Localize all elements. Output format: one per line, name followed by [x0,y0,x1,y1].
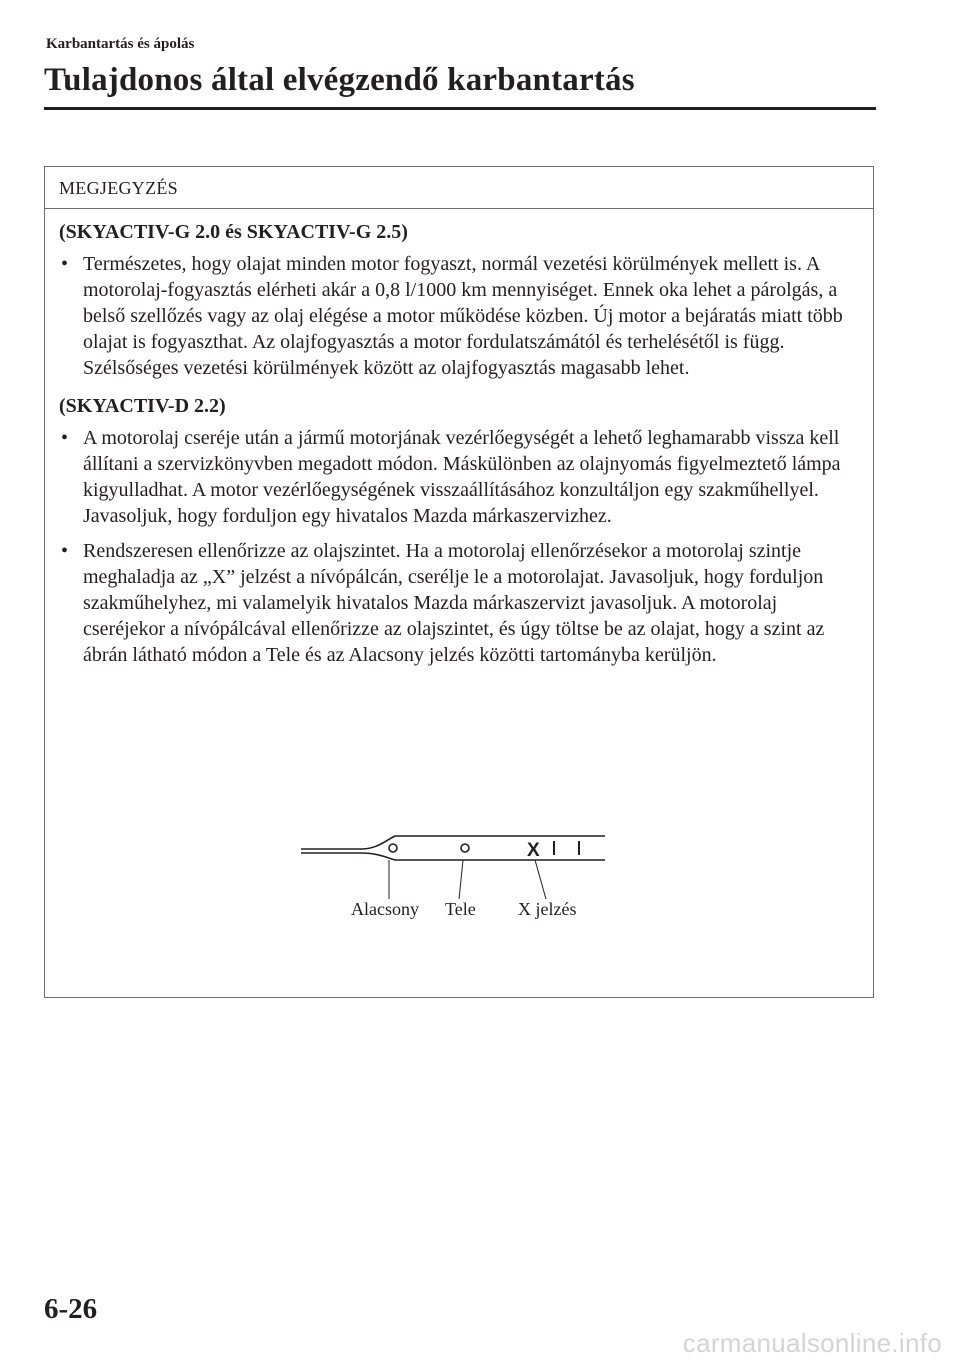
dipstick-outline [301,836,605,860]
x-mark-label: X jelzés [518,899,577,919]
bullet-text: Rendszeresen ellenőrizze az olajszintet. Ha a motorolaj ellenőrzésekor a motorolaj szintje meghaladja az „X” jelzést a nívópálcán, cserélje le a motorolajat. Javasoljuk, hogy forduljon szakműhelyhez, mi valamelyik hivatalos Mazda márkaszervizt javasoljuk. A motorolaj cseréjekor a nívópálcával ellenőrizze az olajszintet, és úgy töltse be az olajat, hogy a szint az ábrán látható módon a Tele és az Alacsony jelzés közötti tartományba kerüljön. [83,540,825,666]
low-mark [389,844,397,852]
full-label: Tele [445,899,476,919]
x-leader [535,860,546,899]
low-label: Alacsony [351,899,419,919]
chapter-title: Tulajdonos által elvégzendő karbantartás [44,62,635,98]
full-mark [461,844,469,852]
list-item [59,251,859,381]
page-number: 6-26 [44,1293,98,1325]
note-body [45,209,873,668]
watermark: carmanualsonline.info [682,1328,942,1358]
bullet-text: Természetes, hogy olajat minden motor fogyaszt, normál vezetési körülmények mellett is. A motorolaj-fogyasztás elérheti akár a 0,8 l/1000 km mennyiséget. Ennek oka lehet a párolgás, a belső szellőzés vagy az olaj elégése a motor működése közben. Új motor a bejáratás miatt több olajat is fogyaszthat. Az olajfogyasztás a motor fordulatszámától és terhelésétől is függ. Szélsőséges vezetési körülmények között az olajfogyasztás magasabb lehet. [83,253,843,379]
full-leader [459,860,463,899]
list-item [59,538,859,668]
bullet-text: A motorolaj cseréje után a jármű motorjának vezérlőegységét a lehető leghamarabb vissza kell állítani a szervizkönyvben megadott módon. Máskülönben az olajnyomás figyelmeztető lámpa kigyulladhat. A motor vezérlőegységének visszaállításához konzultáljon egy szakműhellyel. Javasoljuk, hogy forduljon egy hivatalos Mazda márkaszervizhez. [83,427,841,527]
x-mark: X [527,840,540,861]
note-box [44,166,874,998]
title-rule [44,107,876,110]
bullet-dot: • [61,253,69,275]
list-item [59,425,859,529]
subheading-skyactiv-g: (SKYACTIV-G 2.0 és SKYACTIV-G 2.5) [59,221,408,243]
bullet-dot: • [61,427,69,449]
dipstick-figure [299,829,619,949]
subheading-skyactiv-d: (SKYACTIV-D 2.2) [59,395,226,417]
bullet-dot: • [61,540,69,562]
section-label: Karbantartás és ápolás [46,36,195,52]
note-heading: MEGJEGYZÉS [45,167,873,209]
dipstick-illustration [299,829,619,899]
